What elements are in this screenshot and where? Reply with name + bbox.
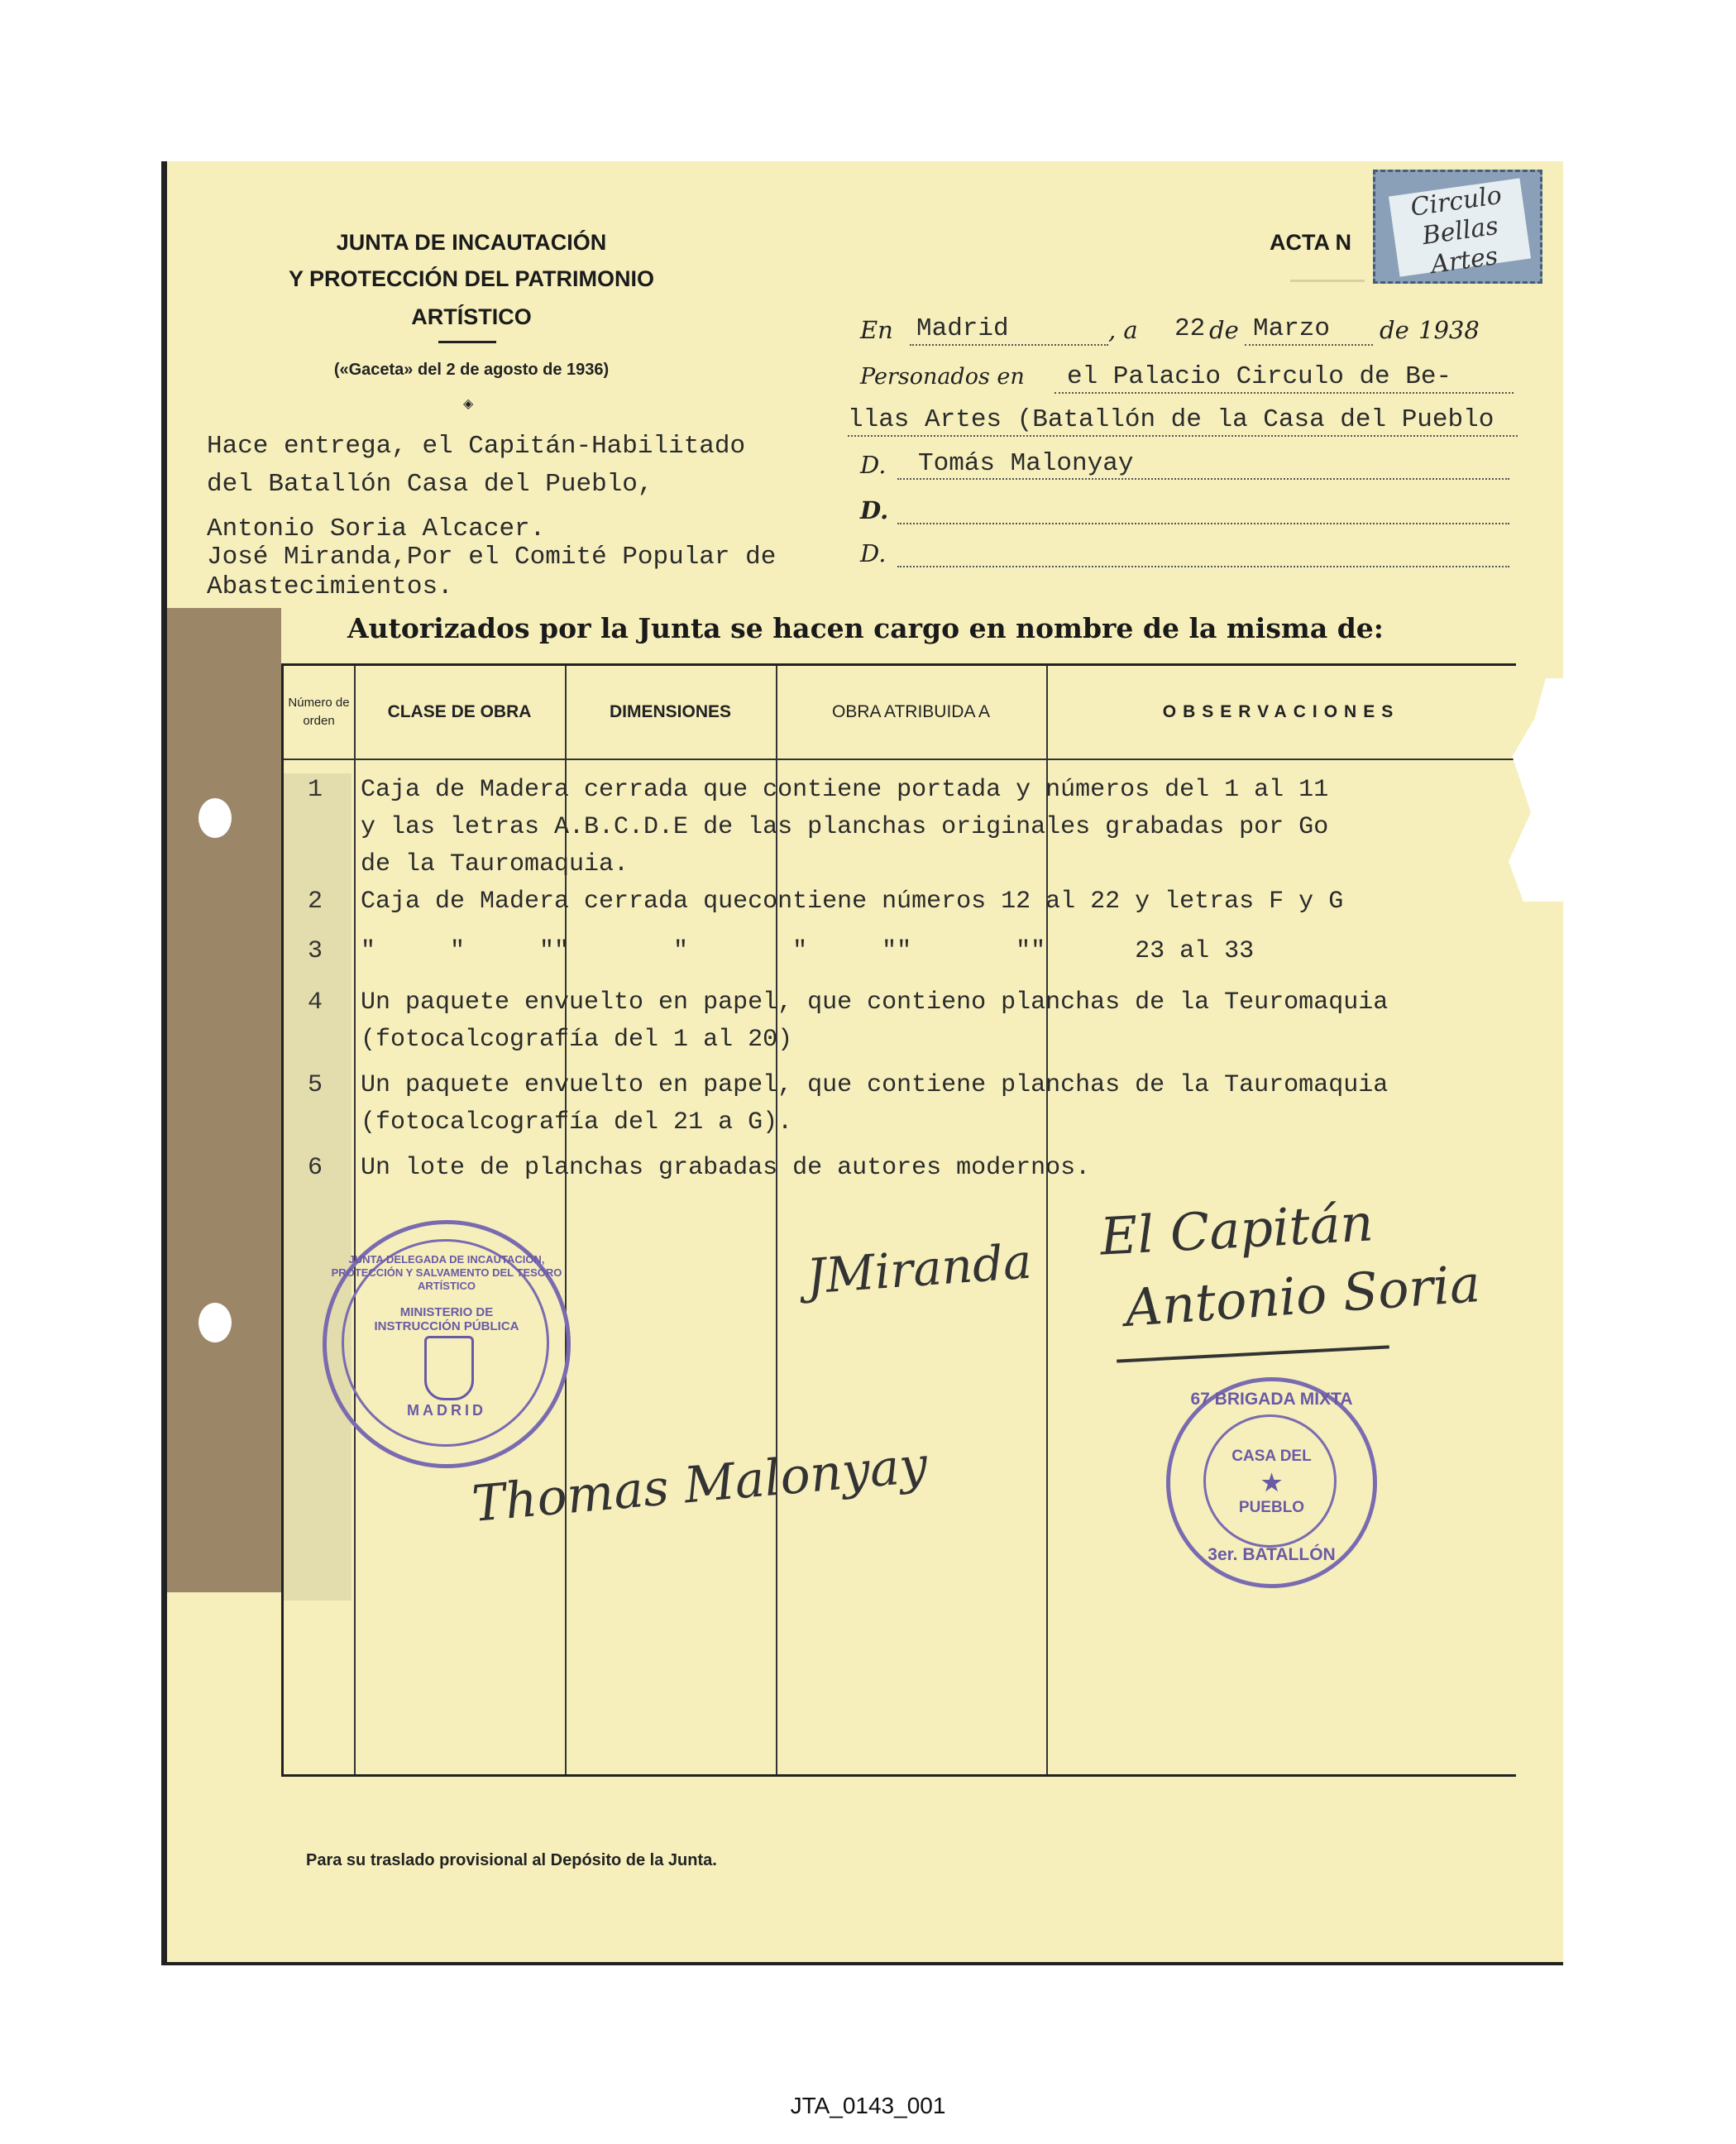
col-divider-1: [354, 666, 356, 1774]
d-label-2: D.: [860, 496, 889, 524]
page-left-edge: [161, 161, 167, 1965]
header-divider: [284, 759, 1516, 760]
entrega-line-4: José Miranda,Por el Comité Popular de: [207, 543, 777, 572]
col-header-obra: OBRA ATRIBUIDA A: [831, 702, 990, 721]
entrega-line-3: Antonio Soria Alcacer.: [207, 514, 546, 543]
month-value: Marzo: [1253, 314, 1331, 343]
file-id: JTA_0143_001: [790, 2093, 946, 2118]
junta-seal: [323, 1220, 571, 1468]
row-number: 1: [308, 776, 323, 804]
col-header-dimensiones: DIMENSIONES: [609, 702, 732, 721]
place-dots-2: [848, 435, 1518, 437]
row-text-line: Un paquete envuelto en papel, que contieno planchas de la Teuromaquia: [361, 988, 1389, 1017]
row-number: 5: [308, 1071, 323, 1099]
ornament-icon: ◈: [463, 397, 474, 411]
brigada-stamp: [1166, 1377, 1377, 1588]
a-label: , a: [1108, 316, 1138, 344]
header-rule: [438, 341, 496, 343]
de2-label: de: [1380, 316, 1409, 344]
signature-capitan-title: El Capitán: [1098, 1192, 1375, 1267]
row-text-line: Caja de Madera cerrada quecontiene números 12 al 22 y letras F y G: [361, 888, 1344, 916]
de-label: de: [1209, 316, 1239, 344]
entrega-line-5: Abastecimientos.: [207, 572, 453, 601]
row-text-line: Un lote de planchas grabadas de autores modernos.: [361, 1154, 1091, 1182]
d-label-1: D.: [860, 451, 887, 479]
binding-card: [167, 608, 281, 1592]
place-dots-1: [1055, 392, 1514, 394]
signature-malonyay: Thomas Malonyay: [469, 1436, 930, 1534]
tax-stamp: [1373, 170, 1542, 284]
row-text-line: (fotocalcografía del 21 a G).: [361, 1108, 793, 1137]
footer-note: Para su traslado provisional al Depósito de la Junta.: [306, 1851, 717, 1869]
autorizados-heading: Autorizados por la Junta se hacen cargo en nombre de la misma de:: [347, 612, 1384, 644]
org-line-3: ARTÍSTICO: [411, 304, 532, 329]
punch-hole-bottom: [198, 1303, 232, 1342]
person-dots-3: [897, 566, 1509, 567]
row-text-line: " " "" " " "" "" 23 al 33: [361, 937, 1255, 965]
entrega-line-2: del Batallón Casa del Pueblo,: [207, 470, 653, 499]
junta-seal-city: MADRID: [407, 1402, 486, 1419]
place-line-1: el Palacio Circulo de Be-: [1067, 362, 1452, 391]
faded-mark: [1290, 280, 1365, 282]
brigada-stamp-top: 67 BRIGADA MIXTA: [1190, 1390, 1353, 1409]
punch-hole-top: [198, 798, 232, 838]
row-number: 3: [308, 937, 323, 965]
person-1: Tomás Malonyay: [918, 449, 1134, 478]
junta-seal-outer-text: JUNTA DELEGADA DE INCAUTACIÓN, PROTECCIÓN Y SALVAMENTO DEL TESORO ARTÍSTICO: [331, 1253, 562, 1292]
coat-of-arms-icon: [424, 1336, 474, 1400]
org-line-1: JUNTA DE INCAUTACIÓN: [336, 230, 607, 255]
day-value: 22: [1174, 314, 1206, 343]
junta-seal-inner-text: MINISTERIO DE INSTRUCCIÓN PÚBLICA: [374, 1305, 519, 1333]
row-number: 2: [308, 888, 323, 916]
row-text-line: y las letras A.B.C.D.E de las planchas originales grabadas por Go: [361, 813, 1329, 841]
d-label-3: D.: [860, 539, 887, 567]
tax-stamp-handwriting: Circulo Bellas Artes: [1389, 178, 1531, 276]
person-dots-1: [897, 478, 1509, 480]
brigada-stamp-center-1: CASA DEL: [1231, 1448, 1312, 1465]
col-header-observaciones: OBSERVACIONES: [1162, 702, 1400, 721]
row-text-line: de la Tauromaquia.: [361, 850, 629, 878]
place-line-2: llas Artes (Batallón de la Casa del Pueblo: [848, 405, 1494, 434]
city-dots: [910, 344, 1108, 346]
en-label: En: [860, 316, 893, 344]
row-text-line: (fotocalcografía del 1 al 20): [361, 1026, 793, 1054]
city-value: Madrid: [916, 314, 1009, 343]
signature-miranda: JMiranda: [804, 1232, 1034, 1305]
star-icon: ★: [1260, 1470, 1283, 1496]
org-line-2: Y PROTECCIÓN DEL PATRIMONIO: [288, 266, 655, 291]
col-header-numero: Número de orden: [288, 696, 350, 728]
col-header-clase: CLASE DE OBRA: [387, 702, 532, 721]
entrega-line-1: Hace entrega, el Capitán-Habilitado: [207, 432, 746, 461]
gaceta-reference: («Gaceta» del 2 de agosto de 1936): [333, 361, 610, 379]
personados-label: Personados en: [860, 364, 1025, 390]
brigada-stamp-center-2: PUEBLO: [1238, 1499, 1305, 1516]
year-value: 1938: [1418, 316, 1480, 344]
row-number: 6: [308, 1154, 323, 1182]
month-dots: [1245, 344, 1373, 346]
signature-capitan-name: Antonio Soria: [1122, 1253, 1483, 1338]
acta-label: ACTA N: [1270, 230, 1351, 255]
person-dots-2: [897, 523, 1509, 524]
page-bottom-edge: [161, 1962, 1563, 1965]
row-number: 4: [308, 988, 323, 1017]
row-text-line: Un paquete envuelto en papel, que contiene planchas de la Tauromaquia: [361, 1071, 1389, 1099]
row-text-line: Caja de Madera cerrada que contiene portada y números del 1 al 11: [361, 776, 1329, 804]
brigada-stamp-bottom: 3er. BATALLÓN: [1208, 1545, 1336, 1564]
